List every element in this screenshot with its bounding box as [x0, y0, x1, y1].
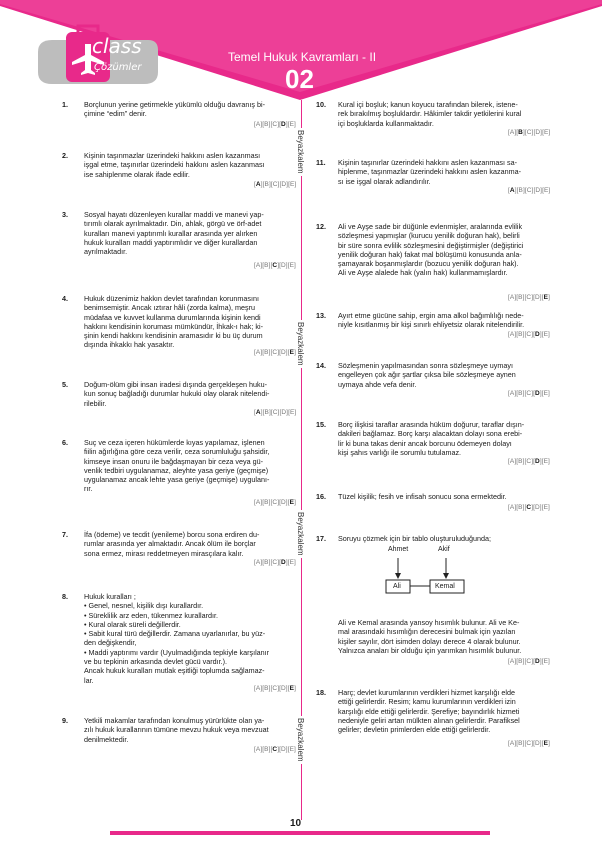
answer-option: [A] — [254, 746, 263, 753]
question-line: müdafaa ve kuvvet kullanma durumlarında kişinin kendi — [84, 312, 261, 322]
answer-option: [D] — [279, 409, 289, 416]
answer-option: [E] — [287, 685, 296, 692]
answer-option: [C] — [524, 458, 534, 465]
question-number: 9. — [62, 716, 68, 725]
answer-key — [508, 458, 550, 465]
question-line: yenilik doğuran hak) fakat mal bölüşümü konusunda anla- — [338, 249, 522, 259]
answer-option: [D] — [279, 262, 288, 269]
diagram-label-akif: Akif — [438, 546, 450, 553]
question-line: venlik tedbiri uygulanamaz, aleyhte yasa geriye (geçmişe) — [84, 465, 269, 475]
kinship-diagram — [378, 544, 498, 604]
answer-option: [E] — [287, 262, 296, 269]
question-line: niyle kısıtlanmış bir kişi sınırlı ehliyetsiz olarak nitelendirilir. — [338, 320, 525, 330]
answer-option: [A] — [254, 559, 263, 566]
answer-option: [B] — [516, 331, 525, 338]
question-explanation — [338, 618, 552, 655]
answer-option: [B] — [516, 129, 525, 136]
question-line: Doğum-ölüm gibi insan iradesi dışında gerçekleşen huku- — [84, 380, 267, 389]
answer-option: [A] — [508, 187, 517, 194]
question-text — [338, 492, 546, 501]
question-line: denilmektedir. — [84, 734, 129, 744]
answer-option: [B] — [516, 458, 525, 465]
answer-option: [B] — [516, 187, 525, 194]
question-line: • Sabit kural türü değillerdir. Zamana uyarlanırlar, bu yüz- — [84, 629, 266, 639]
question-line: Borçlunun yerine getirmekle yükümlü olduğu davranış bi- — [84, 100, 265, 109]
side-label: Beyazkalem — [296, 130, 305, 174]
question-line: sözleşmesi yapmışlar (kurucu yenilik doğuran hak), belirli — [338, 231, 520, 241]
answer-option: [C] — [270, 746, 280, 753]
answer-option: [D] — [533, 187, 543, 194]
question-line: Yetkili makamlar tarafından konulmuş yürürlükte olan ya- — [84, 716, 265, 725]
question-line: Yalnızca anaları bir olduğu için yarımkan hısımlık bulunur. — [338, 645, 522, 655]
question-text — [84, 294, 292, 350]
question-number: 1. — [62, 100, 68, 109]
answer-option: [D] — [533, 294, 542, 301]
answer-option: [C] — [524, 504, 534, 511]
question-text — [84, 592, 292, 685]
answer-option: [E] — [541, 504, 550, 511]
answer-option: [C] — [524, 740, 534, 747]
question-line: kun sonuç bağladığı durumlar hukuki olay olarak nitelendi- — [84, 389, 270, 399]
answer-key — [508, 331, 550, 338]
answer-option: [D] — [279, 499, 288, 506]
answer-option: [C] — [270, 559, 280, 566]
question-line: • Genel, nesnel, kişilik dışı kurallardır. — [84, 601, 204, 611]
answer-option: [D] — [279, 349, 288, 356]
question-text — [338, 534, 546, 543]
answer-option: [E] — [288, 181, 297, 188]
question-line: ettiği gelirlerdir. Resim; kamu kurumlarının verdikleri izin — [338, 697, 516, 707]
question-line: Ayırt etme gücüne sahip, ergin ama alkol bağımlılığı nede- — [338, 311, 524, 320]
question-line: hakkını kendisinin koruması mümkündür, İhkak-ı hak; ki- — [84, 321, 263, 331]
answer-option: [A] — [508, 740, 517, 747]
answer-option: [D] — [533, 129, 543, 136]
question-line: lar. — [84, 675, 94, 685]
question-line: • Kural olarak süreli değillerdir. — [84, 619, 181, 629]
question-number: 10. — [316, 100, 326, 109]
answer-option: [E] — [541, 331, 550, 338]
question-line: uymaya ahde vefa denir. — [338, 379, 417, 389]
answer-option: [C] — [270, 262, 280, 269]
answer-option: [A] — [254, 409, 263, 416]
question-line: kişiler sayılır, dört isimden dolayı derece 4 olarak bulunur. — [338, 636, 521, 646]
question-number: 11. — [316, 158, 326, 167]
answer-option: [C] — [524, 187, 534, 194]
question-line: ve bu tepkinin arkasında devlet gücü vardır.). — [84, 657, 228, 667]
question-line: işgal etme, taşınırlar üzerindeki hakkını aslen kazanması — [84, 160, 265, 170]
answer-option: [C] — [270, 685, 280, 692]
answer-option: [B] — [516, 504, 525, 511]
question-line: Hukuk kuralları ; — [84, 592, 136, 601]
question-line: Kural içi boşluk; kanun koyucu tarafından bilerek, istene- — [338, 100, 518, 109]
question-number: 12. — [316, 222, 326, 231]
question-line: benimsemiştir. Ancak ıztırar hâli (zorda kalma), meşru — [84, 303, 255, 313]
question-number: 17. — [316, 534, 326, 543]
column-divider — [301, 100, 302, 820]
question-line: Kişinin taşınmazlar üzerindeki hakkını aslen kazanması — [84, 151, 261, 160]
question-line: rumlar arasında yer almaktadır. Ancak ölüm ile borçlar — [84, 539, 256, 549]
question-line: Hukuk düzenimiz hakkın devlet tarafından korunmasını — [84, 294, 259, 303]
question-line: çimine “edim” denir. — [84, 109, 147, 119]
answer-option: [E] — [287, 349, 296, 356]
question-number: 13. — [316, 311, 326, 320]
diagram-label-ahmet: Ahmet — [388, 546, 409, 553]
question-text — [84, 151, 292, 179]
answer-option: [B] — [262, 262, 271, 269]
question-number: 3. — [62, 210, 68, 219]
question-line: sı ise işgal olarak adlandırılır. — [338, 176, 431, 186]
answer-key — [508, 294, 550, 301]
question-text — [84, 530, 292, 558]
answer-option: [A] — [508, 294, 517, 301]
answer-key — [508, 504, 550, 511]
question-line: Harç; devlet kurumlarının verdikleri hizmet karşılığı elde — [338, 688, 515, 697]
question-line: rır. — [84, 484, 93, 494]
answer-key — [254, 262, 296, 269]
answer-option: [D] — [279, 559, 288, 566]
answer-option: [C] — [270, 409, 280, 416]
question-line: zılı hukuk kurallarının tümüne mevzu hukuk veya mevzuat — [84, 725, 269, 735]
question-number: 5. — [62, 380, 68, 389]
answer-key — [254, 181, 296, 188]
question-text — [84, 380, 292, 408]
question-line: kuralları manevi yaptırımlı kurallar arasında yer alırken — [84, 228, 258, 238]
answer-option: [C] — [524, 658, 534, 665]
answer-option: [A] — [508, 390, 517, 397]
question-line: şinin kendi hakkını kendisinin aramasıdır ki bu üç durum — [84, 331, 263, 341]
logo — [18, 22, 168, 92]
answer-option: [D] — [279, 181, 289, 188]
question-line: dışında ihkakkı hak yasaktır. — [84, 340, 175, 350]
question-line: hiplenme, taşınmazlar üzerindeki hakkını aslen kazanma- — [338, 167, 521, 177]
question-text — [338, 311, 546, 330]
question-line: İfa (ödeme) ve tecdit (yenileme) borcu sona erdiren du- — [84, 530, 260, 539]
answer-option: [E] — [541, 390, 550, 397]
answer-option: [A] — [254, 121, 263, 128]
answer-option: [D] — [279, 746, 288, 753]
question-text — [338, 361, 546, 389]
question-line: • Süreklilik arz eden, tükenmez kurallardır. — [84, 610, 218, 620]
answer-option: [B] — [262, 121, 271, 128]
answer-option: [B] — [516, 390, 525, 397]
question-line: Tüzel kişilik; fesih ve infisah sonucu sona ermektedir. — [338, 492, 507, 501]
side-label: Beyazkalem — [296, 322, 305, 366]
question-number: 18. — [316, 688, 326, 697]
question-line: Kişinin taşınırlar üzerindeki hakkını aslen kazanması sa- — [338, 158, 517, 167]
question-line: engelleyen çok ağır şartlar çıksa bile sözleşmeye aynen — [338, 370, 516, 380]
answer-key — [254, 499, 296, 506]
answer-option: [E] — [542, 129, 551, 136]
question-number: 8. — [62, 592, 68, 601]
answer-option: [A] — [508, 129, 517, 136]
answer-option: [D] — [279, 685, 288, 692]
answer-option: [A] — [508, 331, 517, 338]
question-line: içi boşluklarda kullanmaktadır. — [338, 118, 434, 128]
answer-key — [254, 746, 296, 753]
question-line: gelirler; devletin primlerden elde ettiği gelirlerdir. — [338, 725, 491, 735]
answer-option: [B] — [516, 658, 525, 665]
question-line: tırımlı olarak ayrılmaktadır. Din, ahlak, görgü ve örf-adet — [84, 219, 262, 229]
answer-key — [254, 685, 296, 692]
answer-option: [E] — [287, 499, 296, 506]
answer-option: [B] — [262, 409, 271, 416]
question-number: 15. — [316, 420, 326, 429]
answer-option: [D] — [533, 331, 542, 338]
question-number: 7. — [62, 530, 68, 539]
question-number: 2. — [62, 151, 68, 160]
side-label: Beyazkalem — [296, 512, 305, 556]
answer-option: [E] — [287, 559, 296, 566]
answer-option: [D] — [533, 658, 542, 665]
answer-option: [A] — [508, 458, 517, 465]
question-line: fiilin ağırlığına göre ceza verilir, ceza sorumluluğu şahsidir, — [84, 447, 270, 457]
question-line: Suç ve ceza içeren hükümlerde kıyas yapılamaz, işlenen — [84, 438, 265, 447]
answer-option: [B] — [262, 181, 271, 188]
answer-option: [E] — [287, 121, 296, 128]
logo-word-class: class — [92, 34, 142, 58]
diagram-label-kemal: Kemal — [435, 583, 455, 590]
answer-option: [A] — [254, 181, 263, 188]
question-number: 6. — [62, 438, 68, 447]
answer-option: [C] — [270, 349, 280, 356]
answer-option: [E] — [541, 458, 550, 465]
question-number: 4. — [62, 294, 68, 303]
answer-option: [C] — [524, 331, 534, 338]
answer-option: [B] — [516, 294, 525, 301]
question-line: sona ermez, mirası reddetmeyen mirasçılara kalır. — [84, 548, 244, 558]
question-line: Ancak hukuk kuralları mutlak eşitliği toplumda sağlamaz- — [84, 666, 265, 676]
answer-option: [A] — [508, 658, 517, 665]
answer-option: [C] — [524, 390, 534, 397]
question-line: bir süre sonra evlilik sözleşmesini değiştirmişler (değiştirici — [338, 240, 524, 250]
question-line: den değişkendir, — [84, 638, 137, 648]
answer-option: [E] — [287, 746, 296, 753]
question-line: hukuk kuralları maddi yaptırımlıdır ve diğer kurallardan — [84, 237, 258, 247]
question-line: ise sahiplenme olarak ifade edilir. — [84, 169, 190, 179]
page-number: 10 — [290, 818, 302, 829]
question-line: nedeniyle geliri artan mülkten alınan gelirlerdir. Parafiksel — [338, 715, 520, 725]
answer-option: [B] — [262, 349, 271, 356]
answer-option: [C] — [524, 294, 534, 301]
question-line: Sözleşmenin yapılmasından sonra sözleşmeye uymayı — [338, 361, 513, 370]
answer-key — [508, 187, 550, 194]
question-text — [338, 100, 546, 128]
question-line: kişi şahıs varlığı ile sorumlu tutulamaz. — [338, 447, 462, 457]
question-text — [84, 716, 292, 744]
question-line: Ali ve Ayşe sade bir düğünle evlenmişler, aralarında evlilik — [338, 222, 523, 231]
answer-key — [508, 129, 550, 136]
answer-key — [508, 658, 550, 665]
answer-option: [D] — [279, 121, 288, 128]
question-text — [84, 438, 292, 494]
answer-option: [D] — [533, 390, 542, 397]
answer-option: [C] — [270, 121, 280, 128]
question-text — [338, 222, 546, 278]
answer-key — [254, 559, 296, 566]
answer-option: [A] — [254, 685, 263, 692]
answer-option: [B] — [262, 685, 271, 692]
answer-option: [E] — [541, 294, 550, 301]
question-line: mal arasındaki hısımlığın derecesini bulmak için yazılan — [338, 627, 516, 637]
answer-option: [B] — [262, 559, 271, 566]
answer-option: [B] — [262, 499, 271, 506]
question-line: kimseye insan onuru ile bağdaşmayan bir ceza veya gü- — [84, 456, 263, 466]
question-number: 14. — [316, 361, 326, 370]
question-line: Soruyu çözmek için bir tablo oluşturuluduğunda; — [338, 534, 492, 543]
answer-option: [B] — [516, 740, 525, 747]
question-line: • Maddi yaptırımı vardır (Uyulmadığında tepkiyle karşılanır — [84, 647, 270, 657]
page-title: Temel Hukuk Kavramları - II — [228, 50, 377, 64]
question-line: ayrılmaktadır. — [84, 247, 128, 257]
question-number: 16. — [316, 492, 326, 501]
question-text — [84, 210, 292, 256]
diagram-label-ali: Ali — [393, 583, 401, 590]
answer-option: [E] — [541, 740, 550, 747]
answer-option: [A] — [508, 504, 517, 511]
question-line: uygulanamaz ancak lehte yasa geriye (geçmişe) uygulanı- — [84, 475, 270, 485]
question-line: Sosyal hayatı düzenleyen kurallar maddi ve manevi yap- — [84, 210, 264, 219]
footer-bar — [110, 831, 490, 835]
question-line: rek bırakılmış boşluklardır. Hâkimler takdir yetkilerini kural — [338, 109, 522, 119]
answer-option: [D] — [533, 458, 542, 465]
page-header — [0, 0, 602, 100]
logo-word-cozumler: Çözümler — [94, 62, 142, 73]
answer-key — [508, 390, 550, 397]
question-line: Ali ve Ayşe alalede hak (yalın hak) kullanmamışlardır. — [338, 268, 508, 278]
question-line: Ali ve Kemal arasında yansoy hısımlık bulunur. Ali ve Ke- — [338, 618, 520, 627]
question-text — [338, 688, 546, 734]
question-text — [338, 158, 546, 186]
unit-number: 02 — [285, 64, 314, 94]
answer-key — [508, 740, 550, 747]
answer-option: [C] — [270, 181, 280, 188]
question-line: dakileri bağlamaz. Borç karşı alacaktan dolayı sona erebi- — [338, 429, 523, 439]
answer-option: [A] — [254, 349, 263, 356]
answer-key — [254, 349, 296, 356]
answer-option: [C] — [270, 499, 280, 506]
question-text — [338, 420, 546, 457]
question-line: lir ki buna takas denir ancak borcunu ödemeyen dolayı — [338, 438, 512, 448]
answer-option: [D] — [533, 504, 542, 511]
answer-option: [E] — [288, 409, 297, 416]
answer-option: [A] — [254, 262, 263, 269]
answer-option: [B] — [262, 746, 271, 753]
answer-option: [C] — [524, 129, 534, 136]
question-line: Borç ilişkisi taraflar arasında hüküm doğurur, taraflar dışın- — [338, 420, 525, 429]
question-line: rilebilir. — [84, 398, 107, 408]
question-line: karşılığı elde ettiği gelirlerdir. Şerefiye; bayındırlık hizmeti — [338, 706, 520, 716]
answer-option: [E] — [541, 658, 550, 665]
question-line: şamayarak boşanmışlardır (bozucu yenilik doğuran hak). — [338, 259, 519, 269]
answer-option: [A] — [254, 499, 263, 506]
answer-option: [D] — [533, 740, 542, 747]
question-text — [84, 100, 292, 119]
side-label: Beyazkalem — [296, 718, 305, 762]
answer-option: [E] — [542, 187, 551, 194]
answer-key — [254, 121, 296, 128]
answer-key — [254, 409, 296, 416]
